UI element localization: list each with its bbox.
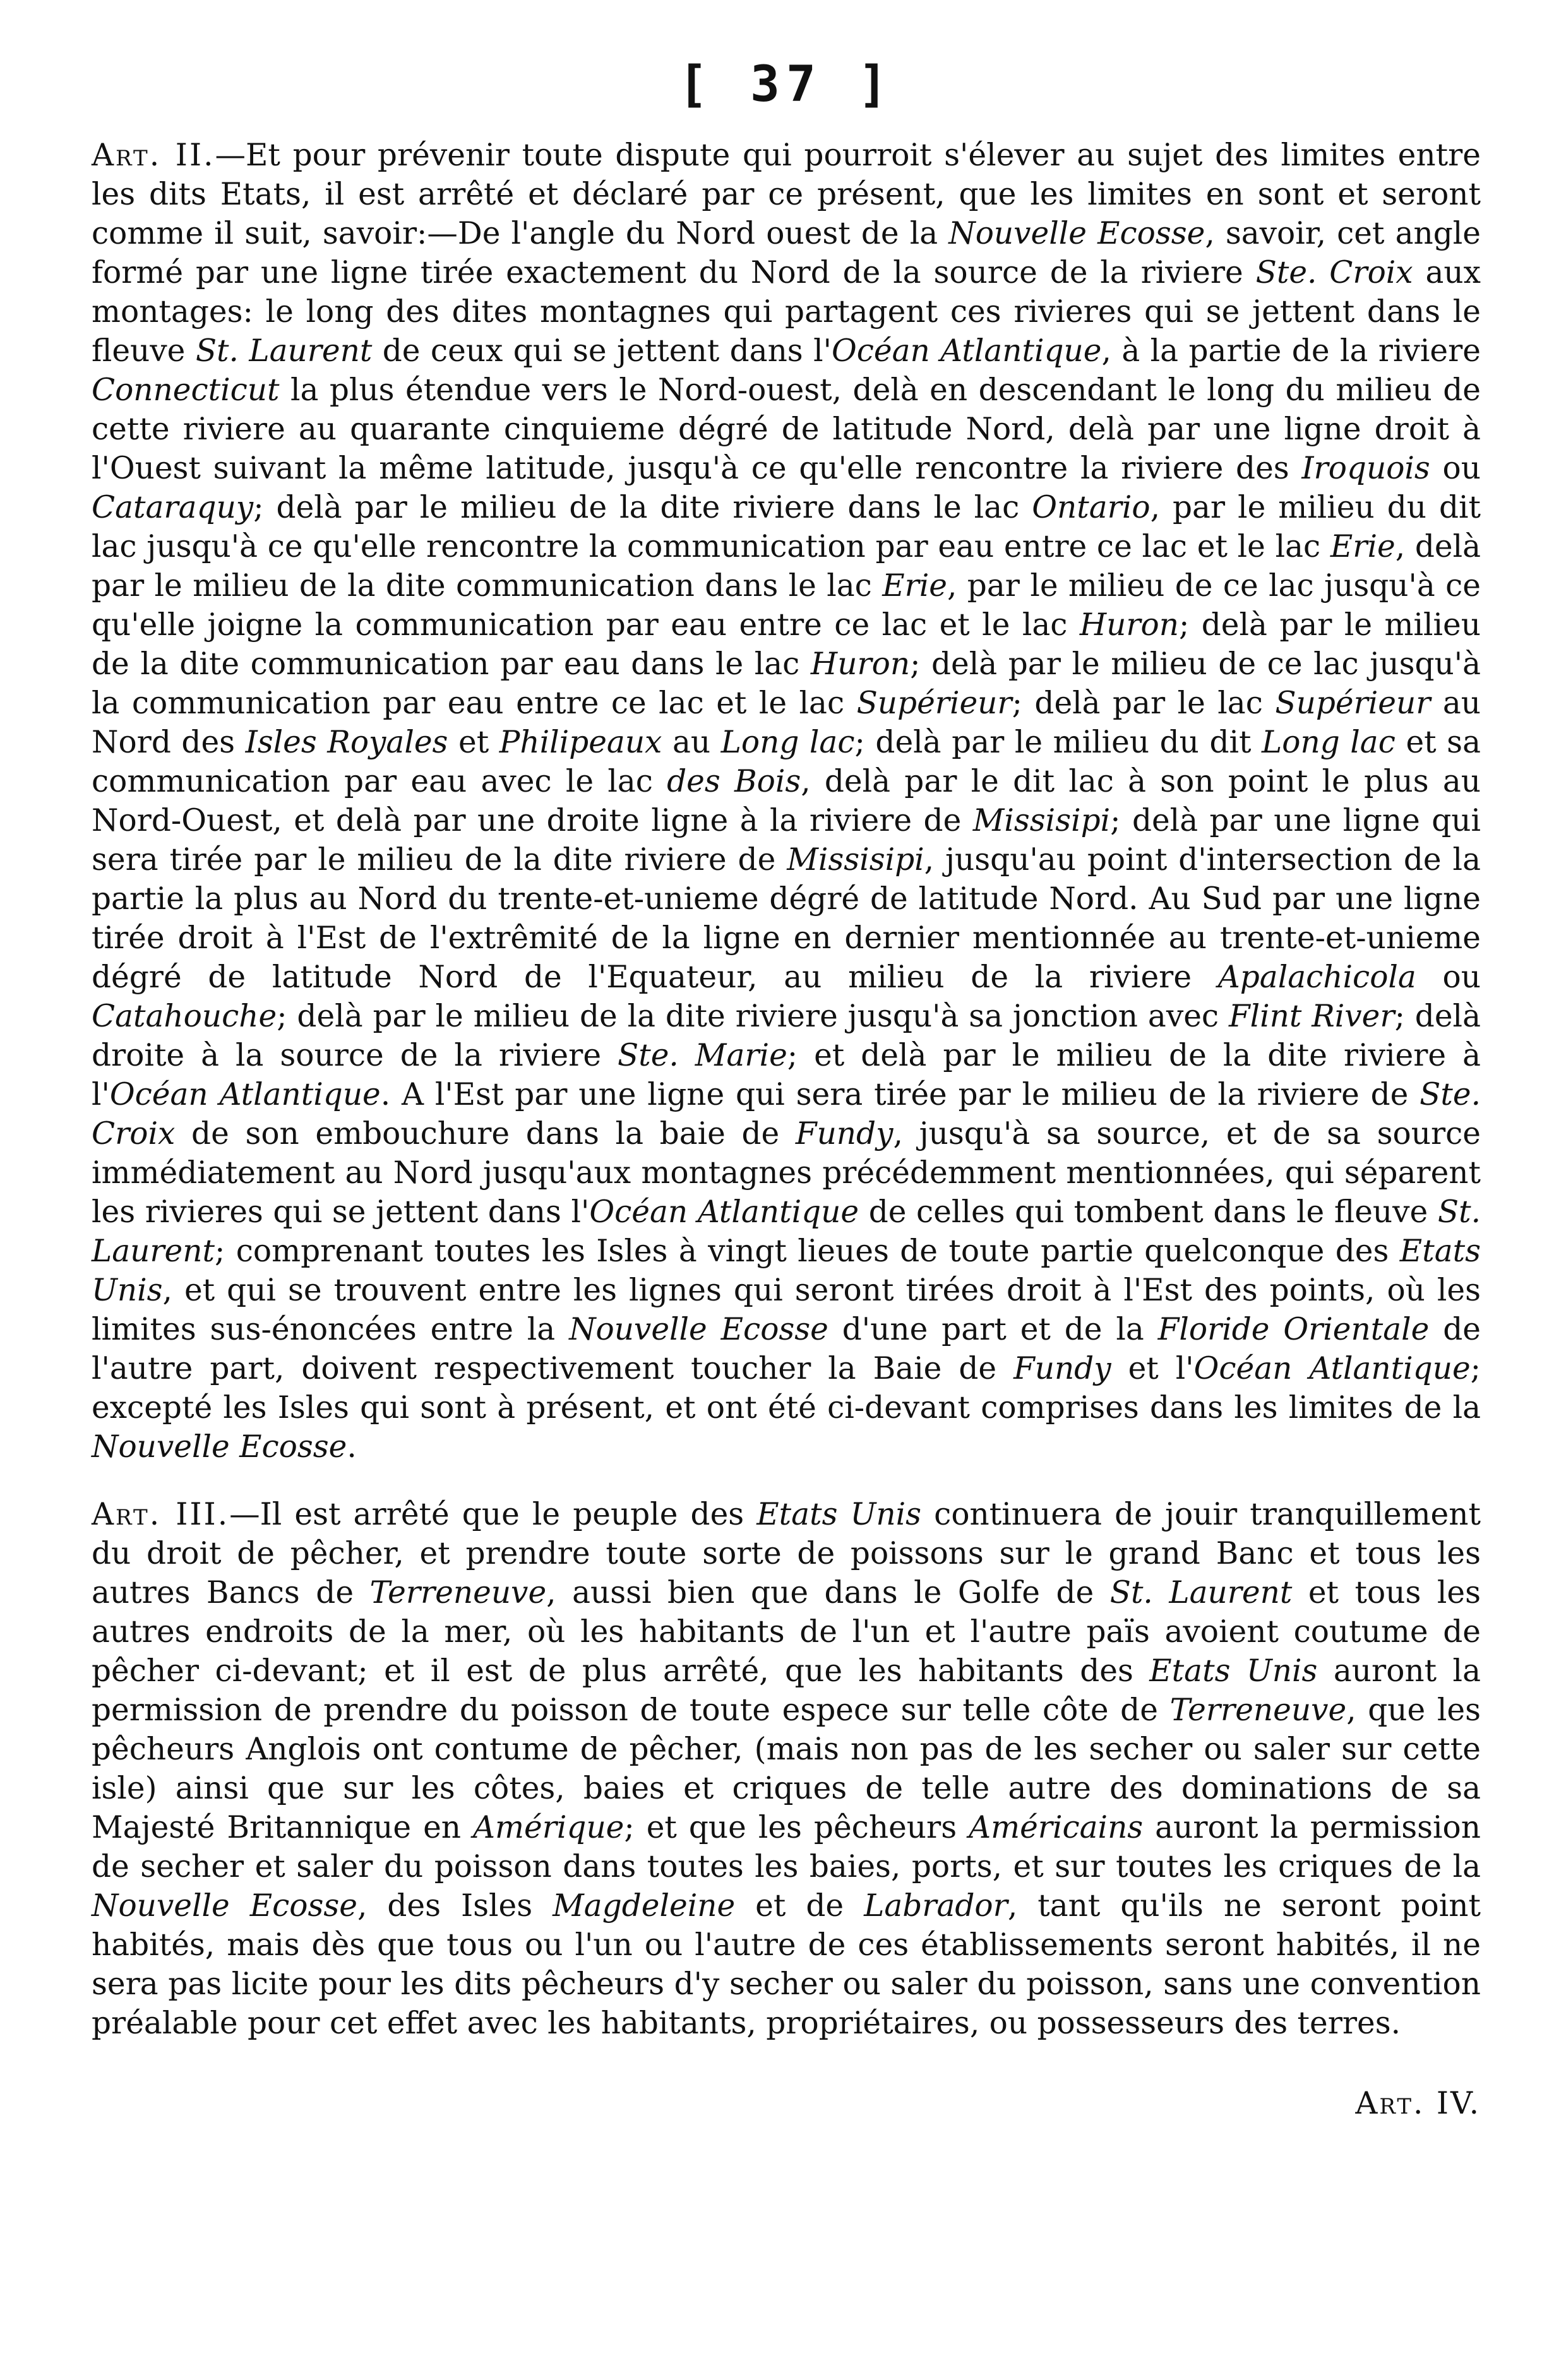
article-2-text: , jusqu'au point d'intersection de la partie la plus au Nord du trente-et-unieme dégré de latitude Nord. Au Sud par une ligne tirée droit à l'Est de l'extrêmité de la ligne en dernier mentionnée au trente-et-unieme dégré de latitude Nord de l'Equateur, au milieu de la riviere	[92, 842, 1481, 995]
article-2-text: —Et pour prévenir toute dispute qui pourroit s'élever au sujet des limites entre les dits Etats, il est arrêté et déclaré par ce présent, que les limites en sont et seront comme il suit, savoir:—De l'angle du Nord ouest de la	[92, 138, 1481, 251]
place-name: Cataraquy	[92, 490, 254, 525]
article-2-text: de l'autre part, doivent respectivement toucher la Baie de	[92, 1312, 1481, 1386]
article-2-text: au	[662, 725, 721, 760]
article-3-text: , que les pêcheurs Anglois ont contume de pêcher, (mais non pas de les secher ou saler sur cette isle) ainsi que sur les côtes, baies et criques de telle autre des dominations de sa Majesté Britannique en	[92, 1693, 1481, 1845]
article-2-text: et l'	[1111, 1351, 1194, 1386]
catchword: Art. IV.	[1355, 2086, 1481, 2121]
place-name: Océan Atlantique	[589, 1194, 859, 1230]
place-name: Long lac	[720, 725, 855, 760]
article-2-text: , à la partie de la riviere	[1101, 333, 1481, 369]
article-2-text: , delà par le dit lac à son point le plus au Nord-Ouest, et delà par une droite ligne à la riviere de	[92, 764, 1481, 838]
article-2-text: ; excepté les Isles qui sont à présent, et ont été ci-devant comprises dans les limites de la	[92, 1351, 1481, 1425]
place-name: Labrador	[864, 1888, 1008, 1924]
article-3-text: et de	[735, 1888, 864, 1924]
place-name: Apalachicola	[1217, 960, 1416, 995]
place-name: St. Laurent	[92, 1194, 1481, 1269]
article-2-text: ; et delà par le milieu de la dite riviere à l'	[92, 1038, 1481, 1112]
place-name: Amérique	[472, 1810, 625, 1845]
article-2-text: ou	[1430, 451, 1481, 486]
place-name: Nouvelle Ecosse	[92, 1429, 347, 1465]
place-name: Ste. Croix	[1255, 255, 1413, 290]
place-name: Ste. Marie	[618, 1038, 787, 1073]
article-2-text: , savoir, cet angle formé par une ligne tirée exactement du Nord de la source de la riviere	[92, 216, 1481, 290]
place-name: Nouvelle Ecosse	[92, 1888, 357, 1924]
article-2-text: .	[347, 1429, 357, 1465]
article-2-text: et sa communication par eau avec le lac	[92, 725, 1481, 799]
article-2-text: de ceux qui se jettent dans l'	[372, 333, 832, 369]
place-name: des Bois	[667, 764, 801, 799]
article-3-text: —Il est arrêté que le peuple des	[229, 1497, 757, 1532]
place-name: Philipeaux	[499, 725, 662, 760]
place-name: Ste. Croix	[92, 1077, 1481, 1151]
place-name: Huron	[1079, 607, 1179, 643]
place-name: Fundy	[1013, 1351, 1111, 1386]
article-2-text: de celles qui tombent dans le fleuve	[859, 1194, 1438, 1230]
article-2-text: ; delà par le milieu de la dite communication par eau dans le lac	[92, 607, 1481, 682]
article-2-text: et	[448, 725, 499, 760]
article-2-text: la plus étendue vers le Nord-ouest, delà en descendant le long du milieu de cette riviere au quarante cinquieme dégré de latitude Nord, delà par une ligne droit à l'Ouest suivant la même latitude, jusqu'à ce qu'elle rencontre la riviere des	[92, 372, 1481, 486]
article-2-text: , et qui se trouvent entre les lignes qui seront tirées droit à l'Est des points, où les limites sus-énoncées entre la	[92, 1273, 1481, 1347]
article-2-text: ; delà par le milieu de la dite riviere dans le lac	[253, 490, 1032, 525]
place-name: Ontario	[1032, 490, 1151, 525]
article-2-label: Art. II.	[92, 138, 215, 173]
place-name: Américains	[969, 1810, 1144, 1845]
article-2-text: ; delà par le milieu de ce lac jusqu'à la communication par eau entre ce lac et le lac	[92, 646, 1481, 721]
place-name: Erie	[882, 568, 948, 604]
place-name: Supérieur	[1275, 686, 1431, 721]
place-name: Etats Unis	[1149, 1653, 1318, 1689]
place-name: St. Laurent	[1109, 1575, 1293, 1610]
article-3-text: continuera de jouir tranquillement du droit de pêcher, et prendre toute sorte de poissons sur le grand Banc et tous les autres Bancs de	[92, 1497, 1481, 1610]
place-name: Long lac	[1262, 725, 1396, 760]
place-name: Isles Royales	[245, 725, 448, 760]
place-name: Terreneuve	[1169, 1693, 1347, 1728]
place-name: Connecticut	[92, 372, 280, 408]
article-3-paragraph	[92, 1495, 1481, 2043]
place-name: Océan Atlantique	[109, 1077, 381, 1112]
article-2-text: ; delà droite à la source de la riviere	[92, 999, 1481, 1073]
place-name: Erie	[1330, 529, 1396, 564]
document-page	[92, 56, 1481, 2123]
article-2-text: ou	[1416, 960, 1481, 995]
article-2-text: aux montages: le long des dites montagnes qui partagent ces rivieres qui se jettent dans le fleuve	[92, 255, 1481, 369]
article-3-text: et tous les autres endroits de la mer, où les habitants de l'un et l'autre païs avoient coutume de pêcher ci-devant; et il est de plus arrêté, que les habitants des	[92, 1575, 1481, 1689]
article-3-text: auront la permission de secher et saler du poisson dans toutes les baies, ports, et sur toutes les criques de la	[92, 1810, 1481, 1884]
article-2-text: . A l'Est par une ligne qui sera tirée par le milieu de la riviere de	[380, 1077, 1420, 1112]
article-3-text: ; et que les pêcheurs	[624, 1810, 969, 1845]
article-2-text: , delà par le milieu de la dite communication dans le lac	[92, 529, 1481, 604]
article-3-text: , tant qu'ils ne seront point habités, mais dès que tous ou l'un ou l'autre de ces établissements seront habités, il ne sera pas licite pour les dits pêcheurs d'y secher ou saler du poisson, sans une convention préalable pour cet effet avec les habitants, propriétaires, ou possesseurs des terres.	[92, 1888, 1481, 2041]
place-name: Huron	[810, 646, 911, 682]
place-name: Océan Atlantique	[831, 333, 1102, 369]
article-2-text: de son embouchure dans la baie de	[175, 1116, 796, 1151]
article-3-text: , des Isles	[357, 1888, 553, 1924]
article-3-label: Art. III.	[92, 1497, 230, 1532]
article-2-text: au Nord des	[92, 686, 1481, 760]
place-name: Floride Orientale	[1157, 1312, 1430, 1347]
place-name: Etats Unis	[92, 1234, 1481, 1308]
place-name: St. Laurent	[195, 333, 373, 369]
article-2-text: ; delà par une ligne qui sera tirée par le milieu de la dite riviere de	[92, 803, 1481, 878]
article-2-text: ; delà par le milieu de la dite riviere jusqu'à sa jonction avec	[277, 999, 1229, 1034]
article-2-text: , par le milieu du dit lac jusqu'à ce qu'elle rencontre la communication par eau entre ce lac et le lac	[92, 490, 1481, 564]
article-2-paragraph	[92, 136, 1481, 1467]
place-name: Missisipi	[787, 842, 924, 878]
article-2-text: , par le milieu de ce lac jusqu'à ce qu'elle joigne la communication par eau entre ce lac et le lac	[92, 568, 1481, 643]
article-3-text: , aussi bien que dans le Golfe de	[546, 1575, 1110, 1610]
place-name: Missisipi	[972, 803, 1111, 838]
place-name: Magdeleine	[553, 1888, 736, 1924]
place-name: Catahouche	[92, 999, 277, 1034]
place-name: Flint River	[1228, 999, 1395, 1034]
place-name: Supérieur	[856, 686, 1012, 721]
place-name: Fundy	[795, 1116, 894, 1151]
article-2-text: d'une part et de la	[828, 1312, 1158, 1347]
place-name: Iroquois	[1301, 451, 1430, 486]
article-2-text: ; delà par le milieu du dit	[854, 725, 1262, 760]
page-number: [ 37 ]	[678, 56, 894, 113]
article-2-text: ; delà par le lac	[1012, 686, 1276, 721]
place-name: Nouvelle Ecosse	[569, 1312, 828, 1347]
article-2-text: ; comprenant toutes les Isles à vingt lieues de toute partie quelconque des	[214, 1234, 1400, 1269]
place-name: Etats Unis	[756, 1497, 922, 1532]
place-name: Nouvelle Ecosse	[948, 216, 1205, 251]
place-name: Terreneuve	[369, 1575, 547, 1610]
article-3-text: auront la permission de prendre du poisson de toute espece sur telle côte de	[92, 1653, 1481, 1728]
place-name: Océan Atlantique	[1193, 1351, 1471, 1386]
article-2-text: , jusqu'à sa source, et de sa source immédiatement au Nord jusqu'aux montagnes précédemment mentionnées, qui séparent les rivieres qui se jettent dans l'	[92, 1116, 1481, 1230]
